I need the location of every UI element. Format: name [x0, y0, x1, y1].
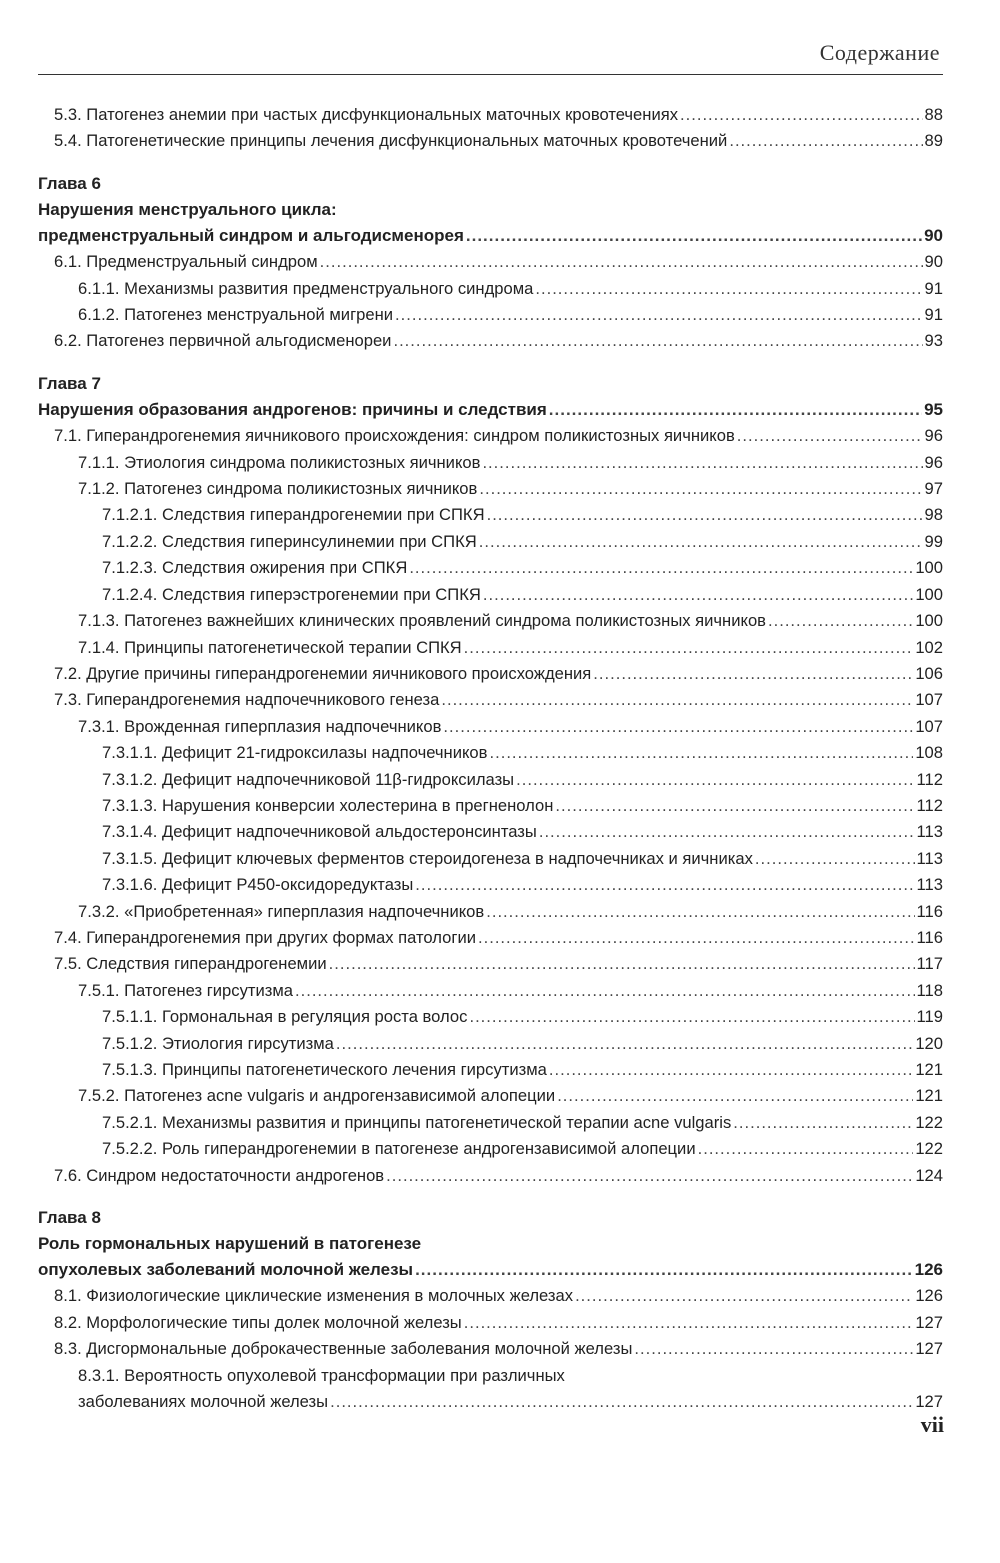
- entry-title: 7.1.2. Патогенез синдрома поликистозных яичников: [78, 479, 478, 499]
- page-ref: 122: [915, 1139, 943, 1159]
- dot-leader: [466, 223, 922, 249]
- toc-entry: [38, 767, 943, 793]
- entry-title: 7.5.2. Патогенез acne vulgaris и андрогензависимой алопеции: [78, 1086, 556, 1106]
- toc-entry: [38, 128, 943, 154]
- page-ref: 97: [924, 479, 943, 499]
- page-ref: 117: [916, 954, 943, 974]
- dot-leader: [469, 1004, 914, 1030]
- page-ref: 116: [916, 901, 943, 921]
- entry-title: 8.2. Морфологические типы долек молочной железы: [54, 1312, 462, 1332]
- entry-title: 7.1.3. Патогенез важнейших клинических проявлений синдрома поликистозных яичников: [78, 611, 766, 631]
- dot-leader: [483, 582, 913, 608]
- dot-leader: [409, 555, 913, 581]
- chapter-label: Глава 6: [38, 173, 101, 193]
- toc-entry: [38, 1163, 943, 1189]
- toc-entry: [38, 1110, 943, 1136]
- page-ref: 126: [915, 1286, 943, 1306]
- dot-leader: [575, 1283, 913, 1309]
- toc-entry: [38, 276, 943, 302]
- dot-leader: [549, 397, 922, 423]
- dot-leader: [555, 793, 914, 819]
- page-ref: 107: [915, 716, 943, 736]
- entry-title: 7.1.2.1. Следствия гиперандрогенемии при СПКЯ: [102, 505, 485, 525]
- toc-entry: [38, 951, 943, 977]
- toc-entry: [38, 1336, 943, 1362]
- dot-leader: [755, 846, 915, 872]
- entry-title: 6.1. Предменструальный синдром: [54, 252, 318, 272]
- dot-leader: [729, 128, 922, 154]
- dot-leader: [393, 328, 922, 354]
- page-ref: 91: [924, 305, 943, 325]
- entry-title: 7.5.2.2. Роль гиперандрогенемии в патогенезе андрогензависимой алопеции: [102, 1139, 696, 1159]
- toc-entry: [38, 1031, 943, 1057]
- chapter-spacer: [38, 1189, 943, 1205]
- dot-leader: [634, 1336, 913, 1362]
- page-ref: 93: [924, 331, 943, 351]
- chapter-title-line: предменструальный синдром и альгодисменорея: [38, 225, 464, 245]
- page-ref: 99: [924, 531, 943, 551]
- entry-title: 7.3. Гиперандрогенемия надпочечникового генеза: [54, 690, 440, 710]
- entry-title: 7.5. Следствия гиперандрогенемии: [54, 954, 327, 974]
- page-ref: 126: [914, 1260, 943, 1280]
- dot-leader: [336, 1031, 913, 1057]
- page-ref: 124: [915, 1165, 943, 1185]
- toc-entry-first-line: [38, 1363, 943, 1389]
- page-ref: 95: [924, 399, 943, 419]
- entry-title: 8.1. Физиологические циклические изменения в молочных железах: [54, 1286, 574, 1306]
- dot-leader: [737, 423, 923, 449]
- entry-title: 7.3.1.3. Нарушения конверсии холестерина в прегненолон: [102, 795, 554, 815]
- entry-title: 7.3.1.1. Дефицит 21-гидроксилазы надпочечников: [102, 743, 488, 763]
- page-ref: 100: [915, 611, 943, 631]
- entry-title: 5.4. Патогенетические принципы лечения дисфункциональных маточных кровотечений: [54, 131, 728, 151]
- dot-leader: [482, 450, 922, 476]
- entry-title: 7.1.2.4. Следствия гиперэстрогенемии при СПКЯ: [102, 584, 481, 604]
- chapter-title-line: Нарушения менструального цикла:: [38, 199, 337, 219]
- table-of-contents: [38, 102, 943, 1415]
- dot-leader: [768, 608, 913, 634]
- entry-title: 6.1.1. Механизмы развития предменструального синдрома: [78, 278, 534, 298]
- toc-chapter-entry: [38, 397, 943, 423]
- page-ref: 118: [916, 980, 943, 1000]
- toc-entry: [38, 249, 943, 275]
- dot-leader: [479, 476, 922, 502]
- chapter-title-line: Роль гормональных нарушений в патогенезе: [38, 1234, 422, 1254]
- dot-leader: [698, 1136, 914, 1162]
- toc-entry: [38, 1136, 943, 1162]
- dot-leader: [478, 925, 915, 951]
- entry-title: 7.4. Гиперандрогенемия при других формах патологии: [54, 927, 476, 947]
- dot-leader: [733, 1110, 913, 1136]
- entry-title: 7.3.1. Врожденная гиперплазия надпочечников: [78, 716, 442, 736]
- dot-leader: [329, 951, 915, 977]
- page-ref: 119: [916, 1007, 943, 1027]
- chapter-label: Глава 7: [38, 373, 101, 393]
- toc-entry: [38, 899, 943, 925]
- toc-entry: [38, 102, 943, 128]
- toc-entry: [38, 1083, 943, 1109]
- chapter-title-line: Нарушения образования андрогенов: причины и следствия: [38, 399, 547, 419]
- page-ref: 107: [915, 690, 943, 710]
- toc-entry: [38, 925, 943, 951]
- toc-entry: [38, 1283, 943, 1309]
- entry-title: 7.3.2. «Приобретенная» гиперплазия надпочечников: [78, 901, 485, 921]
- entry-title: 6.1.2. Патогенез менструальной мигрени: [78, 305, 394, 325]
- toc-entry: [38, 793, 943, 819]
- entry-title: 7.3.1.6. Дефицит P450-оксидоредуктазы: [102, 875, 414, 895]
- page-ref: 127: [915, 1339, 943, 1359]
- dot-leader: [479, 529, 923, 555]
- toc-entry: [38, 846, 943, 872]
- dot-leader: [320, 249, 923, 275]
- entry-title: 7.5.1.2. Этиология гирсутизма: [102, 1033, 334, 1053]
- dot-leader: [535, 276, 922, 302]
- toc-entry: [38, 1057, 943, 1083]
- toc-entry: [38, 450, 943, 476]
- dot-leader: [549, 1057, 913, 1083]
- entry-title: 7.5.2.1. Механизмы развития и принципы патогенетической терапии acne vulgaris: [102, 1112, 732, 1132]
- page-ref: 127: [915, 1312, 943, 1332]
- page-ref: 100: [915, 584, 943, 604]
- page-ref: 96: [924, 452, 943, 472]
- dot-leader: [415, 872, 914, 898]
- chapter-spacer: [38, 155, 943, 171]
- entry-title: 7.1.2.2. Следствия гиперинсулинемии при СПКЯ: [102, 531, 477, 551]
- toc-entry: [38, 635, 943, 661]
- page-ref: 113: [916, 822, 943, 842]
- chapter-spacer: [38, 355, 943, 371]
- page-ref: 89: [924, 131, 943, 151]
- dot-leader: [593, 661, 913, 687]
- entry-title: 7.5.1.1. Гормональная в регуляция роста волос: [102, 1007, 468, 1027]
- dot-leader: [557, 1083, 913, 1109]
- toc-entry: [38, 1004, 943, 1030]
- toc-entry: [38, 1310, 943, 1336]
- page-ref: 98: [924, 505, 943, 525]
- dot-leader: [415, 1257, 913, 1283]
- page-ref: 90: [924, 252, 943, 272]
- toc-entry: [38, 582, 943, 608]
- page-ref: 102: [915, 637, 943, 657]
- entry-title: 7.3.1.5. Дефицит ключевых ферментов стероидогенеза в надпочечниках и яичниках: [102, 848, 753, 868]
- chapter-label: Глава 8: [38, 1208, 101, 1228]
- running-head: Содержание: [819, 40, 940, 65]
- entry-title: 5.3. Патогенез анемии при частых дисфункциональных маточных кровотечениях: [54, 105, 678, 124]
- toc-entry: [38, 302, 943, 328]
- toc-entry: [38, 555, 943, 581]
- toc-entry: [38, 661, 943, 687]
- toc-entry: [38, 740, 943, 766]
- dot-leader: [516, 767, 914, 793]
- page-ref: 90: [924, 225, 943, 245]
- page-ref: 116: [916, 927, 943, 947]
- dot-leader: [489, 740, 913, 766]
- dot-leader: [487, 502, 923, 528]
- toc-entry: [38, 423, 943, 449]
- entry-title: 7.3.1.4. Дефицит надпочечниковой альдостеронсинтазы: [102, 822, 537, 842]
- entry-title: 6.2. Патогенез первичной альгодисменореи: [54, 331, 392, 351]
- entry-title: 7.2. Другие причины гиперандрогенемии яичникового происхождения: [54, 663, 592, 683]
- page-ref: 120: [915, 1033, 943, 1053]
- page-ref: 113: [916, 848, 943, 868]
- toc-entry: [38, 328, 943, 354]
- dot-leader: [330, 1389, 913, 1415]
- page-ref: 108: [915, 743, 943, 763]
- entry-title: 7.1.4. Принципы патогенетической терапии СПКЯ: [78, 637, 462, 657]
- entry-title: 8.3.1. Вероятность опухолевой трансформации при различных: [78, 1365, 565, 1385]
- toc-chapter-entry: [38, 1257, 943, 1283]
- page-ref: 112: [916, 769, 943, 789]
- dot-leader: [680, 102, 923, 128]
- dot-leader: [441, 687, 913, 713]
- dot-leader: [395, 302, 923, 328]
- toc-chapter-entry: [38, 223, 943, 249]
- toc-entry: [38, 1389, 943, 1415]
- toc-entry: [38, 687, 943, 713]
- toc-entry: [38, 529, 943, 555]
- page-ref: 106: [915, 663, 943, 683]
- toc-entry: [38, 476, 943, 502]
- dot-leader: [464, 635, 914, 661]
- entry-title: 7.1. Гиперандрогенемия яичникового происхождения: синдром поликистозных яичников: [54, 426, 735, 446]
- entry-title: 7.6. Синдром недостаточности андрогенов: [54, 1165, 385, 1185]
- page-ref: 100: [915, 558, 943, 578]
- toc-entry: [38, 819, 943, 845]
- entry-title: 8.3. Дисгормональные доброкачественные заболевания молочной железы: [54, 1339, 633, 1359]
- entry-title: 7.1.1. Этиология синдрома поликистозных яичников: [78, 452, 481, 472]
- entry-title: 7.3.1.2. Дефицит надпочечниковой 11β-гидроксилазы: [102, 769, 515, 789]
- page-ref: 112: [916, 795, 943, 815]
- page-ref: 88: [924, 105, 943, 124]
- entry-title: 7.5.1. Патогенез гирсутизма: [78, 980, 293, 1000]
- entry-title: 7.5.1.3. Принципы патогенетического лечения гирсутизма: [102, 1060, 547, 1079]
- toc-entry: [38, 502, 943, 528]
- page-ref: 127: [915, 1392, 943, 1412]
- dot-leader: [464, 1310, 914, 1336]
- toc-entry: [38, 608, 943, 634]
- page-ref: 113: [916, 875, 943, 895]
- toc-entry: [38, 978, 943, 1004]
- dot-leader: [295, 978, 915, 1004]
- chapter-title-line: опухолевых заболеваний молочной железы: [38, 1260, 414, 1280]
- page-ref: 121: [915, 1060, 943, 1079]
- dot-leader: [443, 714, 913, 740]
- header-rule: [38, 74, 943, 75]
- entry-title-continued: заболеваниях молочной железы: [78, 1392, 329, 1412]
- page-ref: 96: [924, 426, 943, 446]
- dot-leader: [386, 1163, 913, 1189]
- dot-leader: [486, 899, 914, 925]
- page-ref: 121: [915, 1086, 943, 1106]
- toc-entry: [38, 872, 943, 898]
- page-ref: 91: [924, 278, 943, 298]
- page-number: vii: [920, 1412, 944, 1437]
- dot-leader: [539, 819, 915, 845]
- entry-title: 7.1.2.3. Следствия ожирения при СПКЯ: [102, 558, 408, 578]
- toc-entry: [38, 714, 943, 740]
- page-ref: 122: [915, 1112, 943, 1132]
